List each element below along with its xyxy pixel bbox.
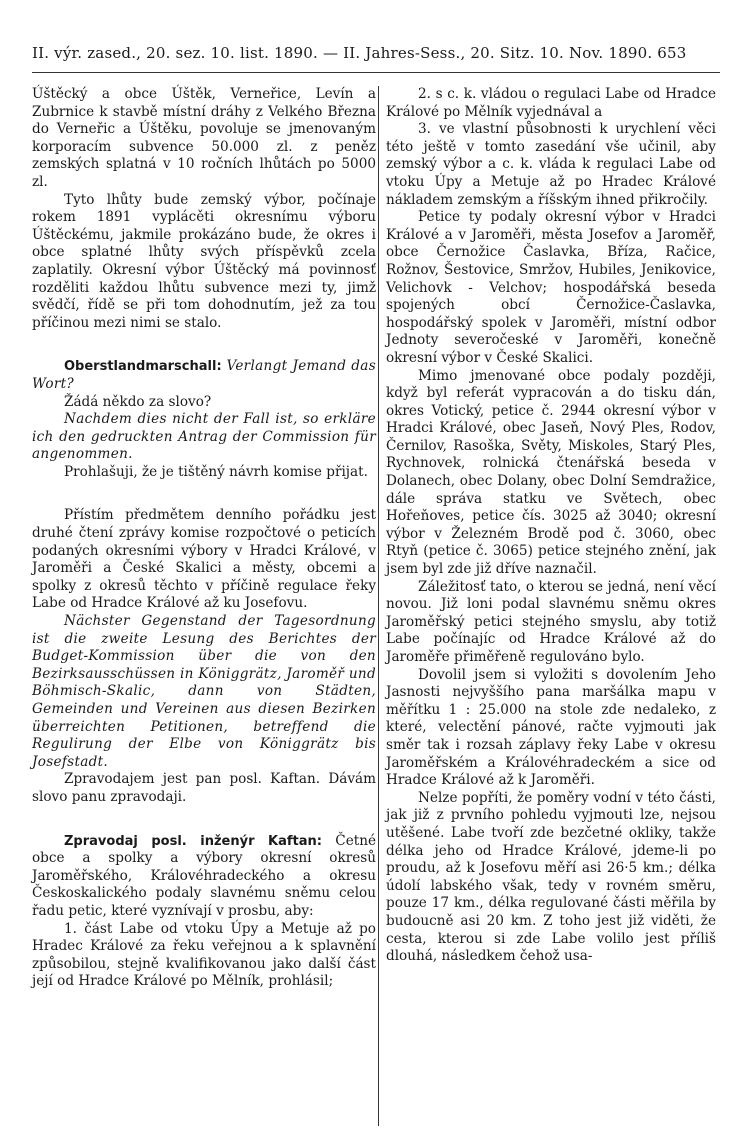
right-column <box>386 86 716 966</box>
paragraph: Nächster Gegenstand der Tagesordnung ist die zweite Lesung des Berichtes der Budget-Kommission über die von den Bezirksausschüssen in Königgrätz, Jaroměř und Böhmisch-Skalic, dann von Städten, Gemeinden und Vereinen aus diesen Bezirken überreichten Petitionen, betreffend die Regulirung der Elbe von Königgrätz bis Josefstadt. <box>32 613 376 770</box>
paragraph: Tyto lhůty bude zemský výbor, počínaje rokem 1891 vyplácěti okresnímu výboru Úštěckému, jakmile prokázáno bude, že okres i obce splatné lhůty svých příspěvků zcela zaplatily. Okresní výbor Úštěcký má povinnosť rozděliti každou lhůtu subvence mezi ty, jimž svědčí, řídě se při tom dohodnutím, jež za tou příčinou mezi nimi se stalo. <box>32 191 376 331</box>
paragraph: Petice ty podaly okresní výbor v Hradci Králové a v Jaroměři, města Josefov a Jaroměř, obce Černožice Časlavka, Bříza, Račice, Rožnov, Šestovice, Smržov, Hubiles, Jenikovice, Velichovk - Velchov; hospodářská beseda spojených obcí Černožice-Časlavka, hospodářský spolek v Jaroměři, místní odbor Jednoty severočeské v Jaroměři, konečně okresní výbor v České Skalici. <box>386 209 716 366</box>
paragraph: 2. s c. k. vládou o regulaci Labe od Hradce Králové po Mělník vyjednával a <box>386 86 716 120</box>
paragraph: 3. ve vlastní působnosti k urychlení věci této ještě v tomto zasedání vše učinil, aby zemský výbor a c. k. vláda k regulaci Labe od vtoku Úpy a Metuje až po Hradec Králové nákladem zemským a říšským ihned přikročily. <box>386 121 716 208</box>
paragraph: Prohlašuji, že je tištěný návrh komise přijat. <box>64 463 368 480</box>
header-rule <box>32 72 720 73</box>
page-header: II. výr. zased., 20. sez. 10. list. 1890. — II. Jahres-Sess., 20. Sitz. 10. Nov. 1890. 653 <box>32 44 687 62</box>
speaker-name: Zpravodaj posl. inženýr Kaftan: <box>64 833 322 849</box>
paragraph-text: Četné obce a spolky a výbory okresní okresů Jaroměřského, Královéhradeckého a okresu Českoskalického podaly slavnému sněmu celou řadu petic, které vyznívají v prosbu, aby: <box>32 832 377 919</box>
speaker-paragraph <box>32 358 376 393</box>
paragraph: Zpravodajem jest pan posl. Kaftan. Dávám slovo panu zpravodaji. <box>32 771 376 805</box>
paragraph: Dovolil jsem si vyložiti s dovolením Jeho Jasnosti nejvyššího pana maršálka mapu v měřítku 1 : 25.000 na stole zde nedaleko, z které, velectění pánové, račte vyjmouti jak směr tak i rozsah záplavy řeky Labe v okresu Jaroměřském a Královéhradeckém a sice od Hradce Králové až k Jaroměři. <box>386 666 716 789</box>
paragraph: Záležitosť tato, o kterou se jedná, není věcí novou. Již loni podal slavnému sněmu okres Jaroměřský petici stejného smyslu, aby totiž Labe počínajíc od Hradce Králové až do Jaroměře přiměřeně regulováno bylo. <box>386 578 716 665</box>
speaker-paragraph <box>32 833 376 921</box>
paragraph: Přístím předmětem denního pořádku jest druhé čtení zprávy komise rozpočtové o peticích podaných okresními výbory v Hradci Králové, v Jaroměři a České Skalici a městy, obcemi a spolky z okresů těchto v příčině regulace řeky Labe od Hradce Králové až ku Josefovu. <box>32 507 376 612</box>
paragraph: Nelze popříti, že poměry vodní v této části, jak již z prvního pohledu vyjmouti lze, nejsou utěšené. Labe tvoří zde bezčetné okliky, takže délka jeho od Hradce Králové, jdeme-li po proudu, až k Josefovu měří asi 26·5 km.; délka údolí labského však, tedy v rovném směru, pouze 17 km., délka regulované části měřila by budoucně asi 20 km. Z toho jest již viděti, že cesta, kterou si zde Labe volilo jest příliš dlouhá, následkem čehož usa- <box>386 789 716 965</box>
left-column <box>32 86 376 991</box>
column-divider <box>378 86 379 1126</box>
speaker-name: Oberstlandmarschall: <box>64 359 222 375</box>
paragraph: 1. část Labe od vtoku Úpy a Metuje až po Hradec Králové za řeku veřejnou a k splavnění způsobilou, stejně kvalifikovanou jako další část její od Hradce Králové po Mělník, prohlásil; <box>32 920 376 990</box>
paragraph: Žádá někdo za slovo? <box>64 393 212 410</box>
paragraph: Nachdem dies nicht der Fall ist, so erkläre ich den gedruckten Antrag der Commission für angenommen. <box>32 411 376 463</box>
paragraph: Úštěcký a obce Úštěk, Verneřice, Levín a Zubrnice k stavbě místní dráhy z Velkého Března do Verneřic a Úštěku, povoluje se jmenovaným korporacím subvence 50.000 zl. z peněz zemských splatná v 10 ročních lhůtách po 5000 zl. <box>32 86 376 190</box>
paragraph-text: Verlangt Jemand das Wort? <box>32 358 376 392</box>
paragraph: Mimo jmenované obce podaly později, když byl referát vypracován a do tisku dán, okres Votický, petice č. 2944 okresní výbor v Hradci Králové, obec Jaseň, Nový Ples, Rodov, Černilov, Rasoška, Světy, Miskoles, Starý Ples, Rychnovek, rolnická čtenářská beseda v Dolanech, obec Dolany, obec Dolní Semdražice, dále správa statku ve Světech, obec Hořeňoves, petice čís. 3025 až 3040; okresní výbor v Železném Brodě pod č. 3060, obec Rtyň (petice č. 3065) petice stejného znění, jak jsem byl zde již dříve naznačil. <box>386 367 716 578</box>
